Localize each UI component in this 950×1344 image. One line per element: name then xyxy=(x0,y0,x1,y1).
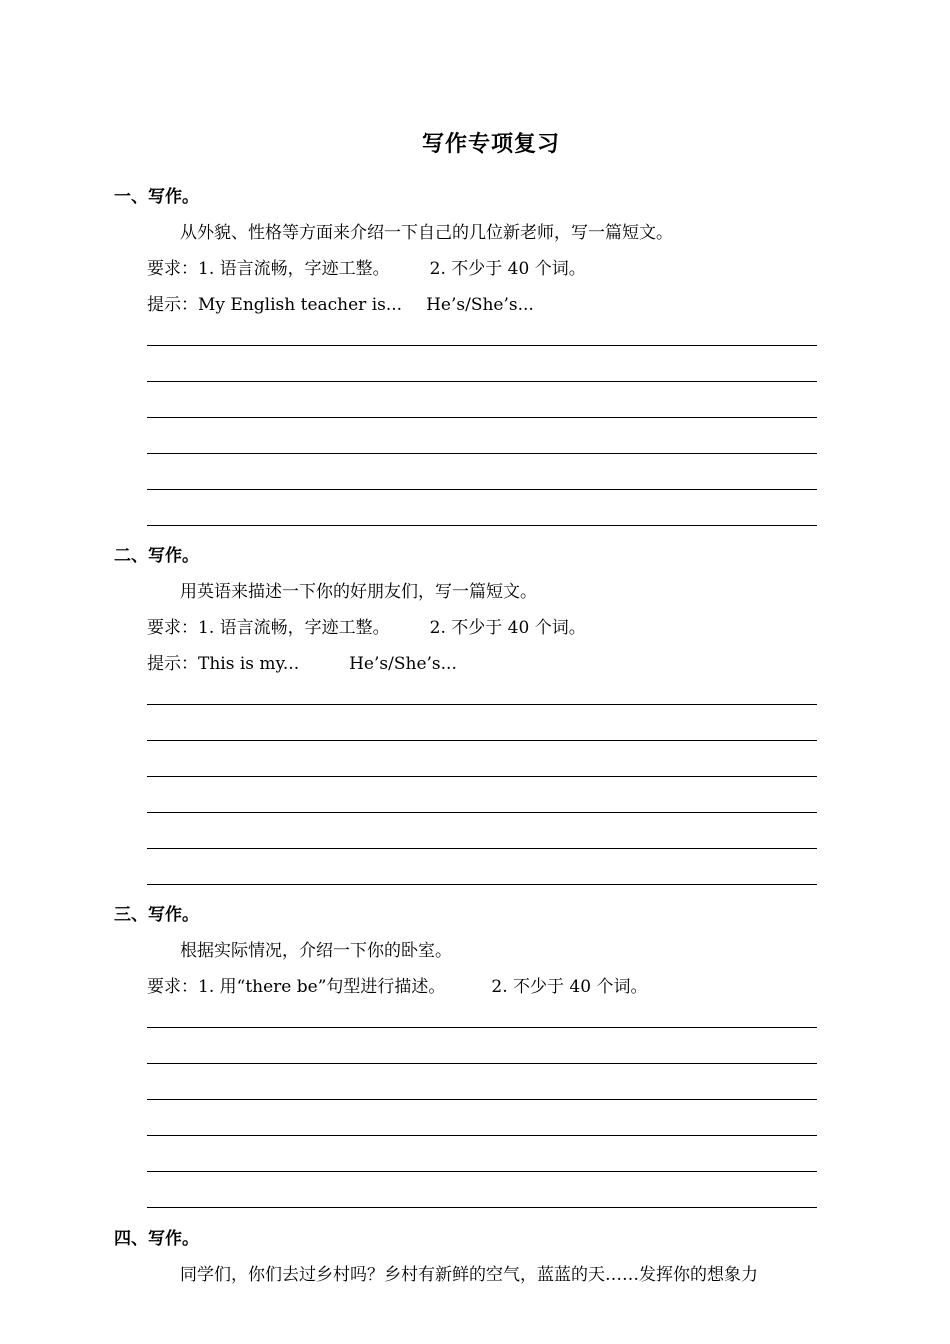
answer-line[interactable] xyxy=(147,1027,817,1028)
page-title: 写作专项复习 xyxy=(421,131,560,157)
section-4-prompt: 同学们，你们去过乡村吗？乡村有新鲜的空气，蓝蓝的天……发挥你的想象力 xyxy=(180,1265,758,1285)
answer-line[interactable] xyxy=(147,1135,817,1136)
answer-line[interactable] xyxy=(147,1099,817,1100)
answer-line[interactable] xyxy=(147,345,817,346)
answer-line[interactable] xyxy=(147,776,817,777)
answer-line[interactable] xyxy=(147,489,817,490)
section-2-req-1: 1. 语言流畅，字迹工整。 xyxy=(198,618,390,638)
section-1-prompt: 从外貌、性格等方面来介绍一下自己的几位新老师，写一篇短文。 xyxy=(180,223,673,243)
section-2-prompt: 用英语来描述一下你的好朋友们，写一篇短文。 xyxy=(180,582,537,602)
answer-line[interactable] xyxy=(147,740,817,741)
section-2-hint-1: This is my... xyxy=(198,654,300,674)
answer-line[interactable] xyxy=(147,884,817,885)
section-1-requirements xyxy=(147,254,586,279)
section-1-hints xyxy=(147,290,534,315)
section-1-req-label: 要求： xyxy=(147,259,198,279)
section-1-hint-label: 提示： xyxy=(147,295,198,315)
section-2-heading: 二、写作。 xyxy=(114,546,199,566)
section-3-req-label: 要求： xyxy=(147,977,198,997)
answer-line[interactable] xyxy=(147,525,817,526)
section-2-req-2: 2. 不少于 40 个词。 xyxy=(429,618,586,638)
answer-line[interactable] xyxy=(147,1063,817,1064)
section-2-hint-label: 提示： xyxy=(147,654,198,674)
answer-line[interactable] xyxy=(147,812,817,813)
answer-line[interactable] xyxy=(147,453,817,454)
answer-line[interactable] xyxy=(147,1171,817,1172)
answer-line[interactable] xyxy=(147,848,817,849)
section-3-req-2: 2. 不少于 40 个词。 xyxy=(491,977,648,997)
section-1-hint-2: He’s/She’s... xyxy=(426,295,534,315)
section-2-requirements xyxy=(147,613,586,638)
section-1-hint-1: My English teacher is... xyxy=(198,295,403,315)
section-2-hint-2: He’s/She’s... xyxy=(349,654,457,674)
section-2-req-label: 要求： xyxy=(147,618,198,638)
answer-line[interactable] xyxy=(147,417,817,418)
section-3-prompt: 根据实际情况，介绍一下你的卧室。 xyxy=(180,941,452,961)
section-1-req-1: 1. 语言流畅，字迹工整。 xyxy=(198,259,390,279)
answer-line[interactable] xyxy=(147,1207,817,1208)
section-1-req-2: 2. 不少于 40 个词。 xyxy=(429,259,586,279)
section-4-heading: 四、写作。 xyxy=(114,1229,199,1249)
answer-line[interactable] xyxy=(147,704,817,705)
section-2-hints xyxy=(147,649,457,674)
section-3-requirements xyxy=(147,972,647,997)
section-3-heading: 三、写作。 xyxy=(114,905,199,925)
section-3-req-1: 1. 用“there be”句型进行描述。 xyxy=(198,977,446,997)
answer-line[interactable] xyxy=(147,381,817,382)
section-1-heading: 一、写作。 xyxy=(114,187,199,207)
